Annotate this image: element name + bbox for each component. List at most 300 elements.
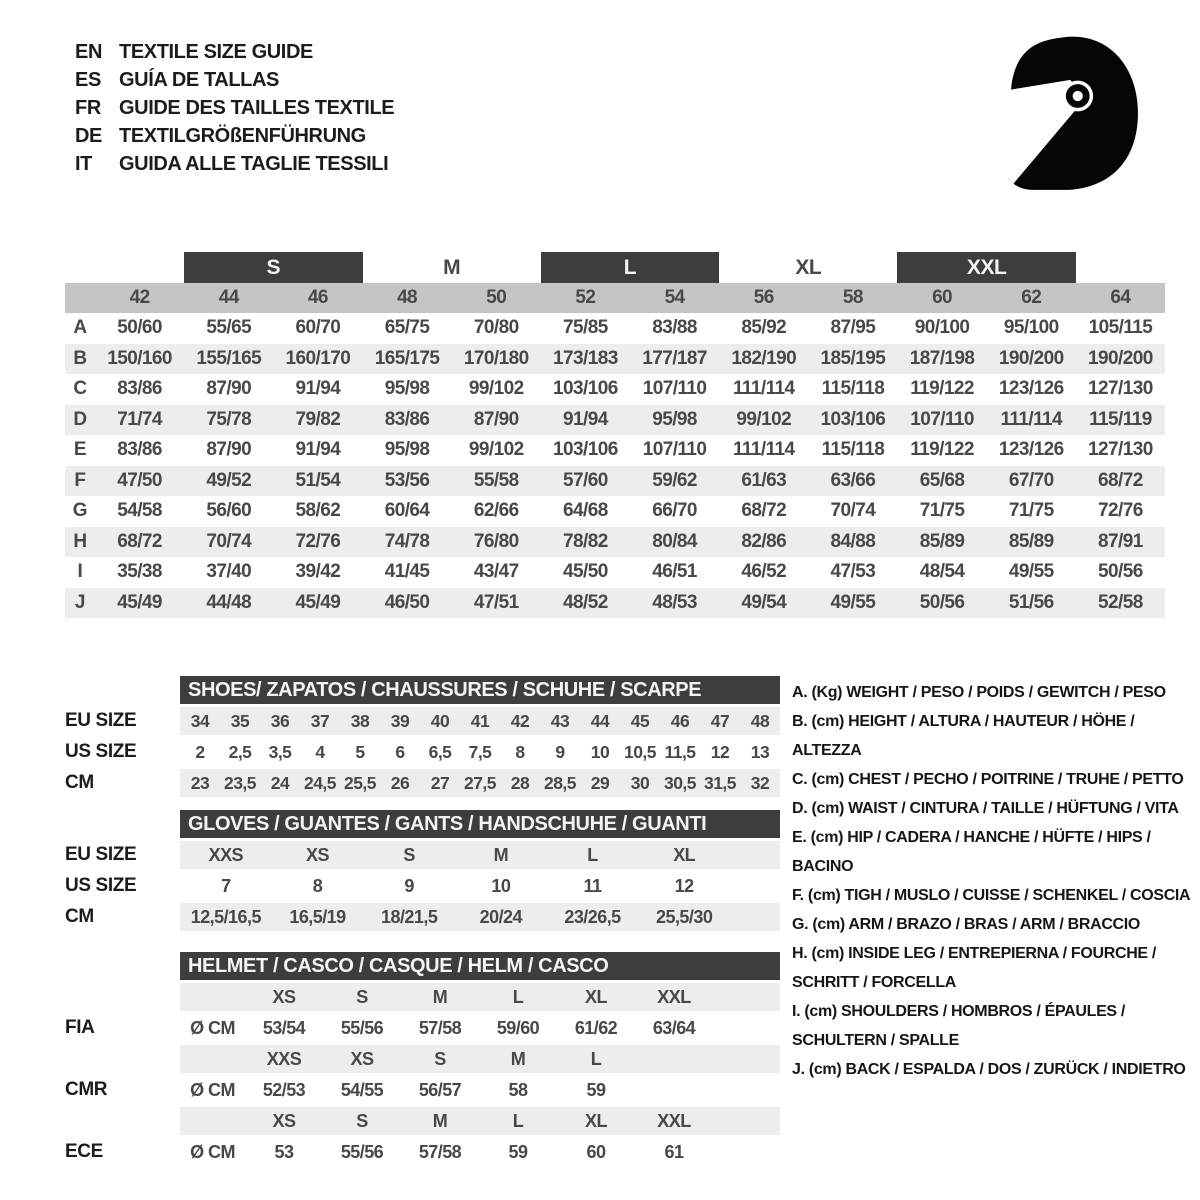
language-label: GUÍA DE TALLAS	[119, 69, 279, 91]
helmet-value-row-fia	[65, 1014, 780, 1042]
measure-cell: 87/90	[473, 408, 519, 430]
helmet-title-bar: HELMET / CASCO / CASQUE / HELM / CASCO	[180, 952, 780, 980]
measure-cell: 123/126	[998, 439, 1064, 461]
language-row-it	[75, 150, 394, 178]
numeric-size-52: 52	[575, 287, 596, 308]
size-group-l: L	[541, 252, 719, 283]
numeric-size-row	[65, 283, 1165, 313]
shoes-eu-cell: 46	[670, 710, 690, 731]
measure-cell: 91/94	[295, 378, 341, 400]
measure-cell: 65/68	[919, 469, 965, 491]
measure-cell: 85/92	[741, 317, 787, 339]
measure-cell: 68/72	[117, 530, 162, 552]
shoes-eu-cell: 44	[590, 710, 610, 731]
helmet-size-cell: XL	[585, 986, 607, 1007]
language-label: GUIDE DES TAILLES TEXTILE	[119, 97, 395, 119]
measure-cell: 66/70	[652, 500, 697, 522]
language-title-list	[75, 38, 394, 178]
measure-cell: 111/114	[1000, 408, 1063, 430]
measure-cell: 177/187	[642, 347, 707, 369]
measure-cell: 67/70	[1008, 469, 1054, 491]
shoes-us-label: US SIZE	[65, 741, 137, 762]
gloves-title-bar: GLOVES / GUANTES / GANTS / HANDSCHUHE / GUANTI	[180, 810, 780, 838]
shoes-eu-cell: 48	[750, 710, 770, 731]
shoes-cm-cell: 32	[750, 772, 770, 793]
measure-cell: 58/62	[295, 500, 341, 522]
shoes-cm-cell: 25,5	[344, 772, 376, 793]
shoes-eu-cell: 34	[190, 710, 210, 731]
helmet-value-cell: 60	[586, 1141, 606, 1162]
measure-cell: 91/94	[295, 439, 341, 461]
helmet-value-cell: 61	[664, 1141, 684, 1162]
measure-cell: 71/74	[117, 408, 162, 430]
measure-cell: 49/55	[1008, 561, 1054, 583]
shoes-cm-row	[65, 769, 780, 797]
gloves-us-cell: 8	[312, 875, 323, 896]
shoes-eu-band	[180, 707, 780, 735]
gloves-eu-cell: S	[403, 844, 415, 865]
language-code: DE	[75, 125, 102, 147]
measure-row-a	[65, 313, 1165, 344]
helmet-size-cell: S	[356, 986, 368, 1007]
gloves-eu-band	[180, 841, 780, 869]
helmet-size-spacer	[65, 1107, 180, 1135]
helmet-size-cell: L	[590, 1048, 602, 1069]
helmet-value-cell: 59	[586, 1079, 606, 1100]
measure-cell: 76/80	[473, 530, 519, 552]
helmet-size-cell: L	[512, 1110, 524, 1131]
measure-cell: 107/110	[642, 378, 707, 400]
measure-cell: 68/72	[1098, 469, 1143, 491]
shoes-rows	[65, 707, 780, 797]
legend-item-h: H. (cm) INSIDE LEG / ENTREPIERNA / FOURCHE / SCHRITT / FORCELLA	[792, 945, 1157, 991]
measure-row-e	[65, 435, 1165, 466]
helmet-size-row-fia	[65, 983, 780, 1011]
numeric-size-54: 54	[664, 287, 685, 308]
size-group-m: M	[443, 256, 461, 279]
gloves-us-cell: 9	[404, 875, 414, 896]
measure-row-j	[65, 588, 1165, 619]
measure-cell: 41/45	[384, 561, 430, 583]
shoes-cm-cell: 30,5	[664, 772, 696, 793]
shoes-us-cell: 5	[355, 741, 365, 762]
gloves-cm-band	[180, 903, 780, 931]
measure-cell: 48/54	[919, 561, 965, 583]
helmet-size-cell: XS	[272, 1110, 296, 1131]
measure-cell: 46/52	[741, 561, 787, 583]
shoes-eu-cell: 42	[510, 710, 530, 731]
helmet-size-band	[180, 983, 780, 1011]
shoes-eu-cell: 45	[630, 710, 650, 731]
measure-cell: 75/78	[206, 408, 252, 430]
measure-cell: 60/70	[295, 317, 341, 339]
helmet-size-spacer	[65, 983, 180, 1011]
gloves-cm-label: CM	[65, 906, 94, 927]
measure-cell: 87/95	[830, 317, 876, 339]
language-code: ES	[75, 69, 101, 91]
measure-cell: 70/74	[206, 530, 252, 552]
main-rows	[65, 313, 1165, 618]
shoes-us-cell: 2,5	[228, 741, 252, 762]
measure-cell: 49/54	[741, 591, 787, 613]
gloves-table	[65, 810, 780, 931]
language-label: GUIDA ALLE TAGLIE TESSILI	[119, 153, 389, 175]
helmet-value-cell: 53/54	[262, 1017, 306, 1038]
measure-cell: 115/118	[821, 439, 885, 461]
measure-cell: 160/170	[285, 347, 351, 369]
language-row-fr	[75, 94, 394, 122]
measure-cell: 68/72	[741, 500, 787, 522]
measure-cell: 51/54	[295, 469, 341, 491]
measure-cell: 83/86	[117, 439, 162, 461]
measure-cell: 91/94	[563, 408, 608, 430]
measure-cell: 173/183	[553, 347, 618, 369]
measure-cell: 62/66	[473, 500, 519, 522]
helmet-size-cell: M	[432, 1110, 448, 1131]
measure-cell: 65/75	[384, 317, 430, 339]
helmet-value-cell: 55/56	[340, 1141, 384, 1162]
measure-cell: 103/106	[553, 439, 618, 461]
numeric-size-44: 44	[218, 287, 239, 308]
measure-cell: 63/66	[830, 469, 876, 491]
numeric-size-42: 42	[129, 287, 150, 308]
measure-row-c	[65, 374, 1165, 405]
helmet-size-cell: XXS	[266, 1048, 302, 1069]
gloves-rows	[65, 841, 780, 931]
shoes-us-cell: 13	[750, 741, 770, 762]
measure-cell: 45/49	[295, 591, 341, 613]
standard-label-cmr: CMR	[65, 1079, 108, 1100]
shoes-cm-cell: 27	[430, 772, 450, 793]
measure-cell: 72/76	[1098, 500, 1143, 522]
gloves-us-band	[180, 872, 780, 900]
measure-cell: 155/165	[196, 347, 262, 369]
measure-cell: 115/119	[1089, 408, 1152, 430]
measure-cell: 95/98	[384, 378, 430, 400]
measure-row-d	[65, 405, 1165, 436]
legend-item-c: C. (cm) CHEST / PECHO / POITRINE / TRUHE / PETTO	[792, 771, 1184, 788]
shoes-title-bar: SHOES/ ZAPATOS / CHAUSSURES / SCHUHE / SCARPE	[180, 676, 780, 704]
measure-cell: 95/98	[652, 408, 697, 430]
measure-cell: 50/60	[117, 317, 162, 339]
measure-cell: 83/86	[384, 408, 430, 430]
measure-cell: 45/50	[563, 561, 608, 583]
shoes-eu-label: EU SIZE	[65, 710, 137, 731]
measure-cell: 83/88	[652, 317, 697, 339]
shoes-cm-cell: 24	[270, 772, 290, 793]
measure-cell: 111/114	[732, 378, 795, 400]
measure-cell: 103/106	[553, 378, 618, 400]
shoes-us-cell: 10	[590, 741, 610, 762]
row-letter: J	[74, 591, 86, 613]
helmet-icon	[975, 30, 1157, 206]
measure-cell: 185/195	[820, 347, 886, 369]
shoes-us-cell: 7,5	[468, 741, 492, 762]
size-group-row	[65, 252, 1165, 283]
language-row-en	[75, 38, 394, 66]
gloves-us-cell: 11	[583, 875, 602, 896]
shoes-eu-cell: 35	[230, 710, 250, 731]
gloves-eu-row	[65, 841, 780, 869]
row-letter: F	[74, 469, 86, 491]
legend-item-b: B. (cm) HEIGHT / ALTURA / HAUTEUR / HÖHE / ALTEZZA	[792, 713, 1135, 759]
measure-cell: 150/160	[107, 347, 172, 369]
shoes-cm-cell: 30	[630, 772, 650, 793]
numeric-size-64: 64	[1110, 287, 1131, 308]
measure-cell: 56/60	[206, 500, 252, 522]
gloves-cm-cell: 25,5/30	[656, 906, 713, 927]
helmet-size-spacer	[65, 1045, 180, 1073]
legend-item-a: A. (Kg) WEIGHT / PESO / POIDS / GEWITCH / PESO	[792, 684, 1166, 701]
helmet-size-cell: XXL	[657, 986, 691, 1007]
language-code: FR	[75, 97, 101, 119]
gloves-title-row	[65, 810, 780, 838]
measure-row-b	[65, 344, 1165, 375]
measure-cell: 72/76	[295, 530, 341, 552]
numeric-size-62: 62	[1021, 287, 1042, 308]
shoes-cm-cell: 28,5	[544, 772, 576, 793]
measure-cell: 49/52	[206, 469, 252, 491]
size-group-s: S	[184, 252, 362, 283]
measure-cell: 47/50	[117, 469, 162, 491]
legend-item-i: I. (cm) SHOULDERS / HOMBROS / ÉPAULES / SCHULTERN / SPALLE	[792, 1003, 1126, 1049]
helmet-value-cell: 57/58	[418, 1017, 462, 1038]
measure-cell: 55/65	[206, 317, 252, 339]
helmet-value-cell: 52/53	[262, 1079, 306, 1100]
shoes-us-cell: 4	[315, 741, 325, 762]
shoes-eu-cell: 43	[550, 710, 570, 731]
measure-cell: 47/51	[473, 591, 519, 613]
measure-cell: 95/100	[1003, 317, 1059, 339]
helmet-value-cell: 58	[508, 1079, 528, 1100]
measure-cell: 82/86	[741, 530, 787, 552]
helmet-value-cell: 55/56	[340, 1017, 384, 1038]
helmet-value-band	[180, 1076, 780, 1104]
measure-row-h	[65, 527, 1165, 558]
measure-cell: 43/47	[473, 561, 519, 583]
measure-cell: 190/200	[998, 347, 1064, 369]
legend-item-e: E. (cm) HIP / CADERA / HANCHE / HÜFTE / HIPS / BACINO	[792, 829, 1151, 875]
row-letter: D	[73, 408, 87, 430]
measure-cell: 127/130	[1088, 439, 1153, 461]
measure-row-f	[65, 466, 1165, 497]
measure-cell: 54/58	[117, 500, 162, 522]
shoes-us-row	[65, 738, 780, 766]
shoes-title-spacer	[65, 676, 180, 704]
gloves-cm-cell: 18/21,5	[381, 906, 438, 927]
measure-cell: 84/88	[830, 530, 876, 552]
language-label: TEXTILGRÖßENFÜHRUNG	[119, 125, 366, 147]
row-letter: G	[72, 500, 88, 522]
measure-cell: 39/42	[295, 561, 341, 583]
shoes-us-cell: 12	[710, 741, 730, 762]
diameter-label: Ø CM	[190, 1079, 235, 1100]
gloves-us-label: US SIZE	[65, 875, 137, 896]
shoes-cm-band	[180, 769, 780, 797]
gloves-eu-cell: XS	[306, 844, 329, 865]
helmet-value-cell: 54/55	[340, 1079, 384, 1100]
measure-cell: 99/102	[468, 439, 524, 461]
measure-cell: 119/122	[910, 378, 974, 400]
shoes-cm-cell: 29	[590, 772, 610, 793]
legend-item-j: J. (cm) BACK / ESPALDA / DOS / ZURÜCK / INDIETRO	[792, 1061, 1186, 1078]
helmet-size-row-ece	[65, 1107, 780, 1135]
shoes-us-cell: 9	[555, 741, 565, 762]
measure-cell: 99/102	[736, 408, 792, 430]
shoes-eu-cell: 47	[710, 710, 730, 731]
gloves-eu-label: EU SIZE	[65, 844, 137, 865]
measure-cell: 46/50	[384, 591, 430, 613]
helmet-size-cell: M	[432, 986, 448, 1007]
measure-cell: 190/200	[1088, 347, 1153, 369]
standard-label-ece: ECE	[65, 1141, 103, 1162]
measurement-legend	[792, 678, 1196, 1084]
shoes-eu-cell: 41	[470, 710, 490, 731]
bottom-tables	[65, 676, 780, 1169]
measure-cell: 99/102	[468, 378, 524, 400]
gloves-cm-cell: 20/24	[479, 906, 522, 927]
helmet-value-cell: 63/64	[652, 1017, 696, 1038]
shoes-us-cell: 10,5	[624, 741, 656, 762]
helmet-value-band	[180, 1014, 780, 1042]
row-letter: B	[73, 347, 87, 369]
measure-cell: 64/68	[563, 500, 608, 522]
row-letter: E	[73, 439, 87, 461]
language-row-es	[75, 66, 394, 94]
row-letter: H	[73, 530, 87, 552]
gloves-us-cell: 12	[674, 875, 694, 896]
gloves-title-spacer	[65, 810, 180, 838]
measure-cell: 90/100	[914, 317, 970, 339]
measure-cell: 165/175	[374, 347, 440, 369]
row-letter: A	[73, 317, 87, 339]
measure-cell: 85/89	[919, 530, 965, 552]
shoes-cm-cell: 27,5	[464, 772, 496, 793]
measure-cell: 111/114	[732, 439, 795, 461]
helmet-value-cell: 61/62	[574, 1017, 618, 1038]
helmet-value-cell: 56/57	[418, 1079, 462, 1100]
measure-cell: 87/91	[1098, 530, 1143, 552]
size-group-xl: XL	[795, 256, 822, 279]
measure-row-g	[65, 496, 1165, 527]
measure-cell: 48/52	[563, 591, 608, 613]
measure-cell: 51/56	[1008, 591, 1054, 613]
measure-cell: 70/80	[473, 317, 519, 339]
helmet-size-band	[180, 1045, 780, 1073]
helmet-size-cell: S	[356, 1110, 368, 1131]
measure-cell: 45/49	[117, 591, 162, 613]
helmet-rows	[65, 983, 780, 1166]
diameter-label: Ø CM	[190, 1141, 235, 1162]
shoes-eu-cell: 36	[270, 710, 290, 731]
helmet-title-row	[65, 952, 780, 980]
shoes-table	[65, 676, 780, 797]
measure-cell: 107/110	[910, 408, 974, 430]
row-letter: C	[73, 378, 87, 400]
language-row-de	[75, 122, 394, 150]
helmet-size-cell: XS	[272, 986, 296, 1007]
gloves-eu-cell: XL	[673, 844, 696, 865]
gloves-us-cell: 10	[491, 875, 511, 896]
measure-cell: 87/90	[206, 378, 252, 400]
numeric-size-48: 48	[397, 287, 418, 308]
shoes-eu-cell: 37	[310, 710, 330, 731]
helmet-size-cell: XXL	[657, 1110, 691, 1131]
shoes-us-cell: 8	[515, 741, 525, 762]
measure-cell: 57/60	[563, 469, 608, 491]
measure-cell: 78/82	[563, 530, 608, 552]
gloves-cm-cell: 23/26,5	[564, 906, 621, 927]
shoes-cm-cell: 24,5	[304, 772, 336, 793]
gloves-eu-cell: M	[493, 844, 509, 865]
helmet-size-row-cmr	[65, 1045, 780, 1073]
numeric-size-58: 58	[842, 287, 863, 308]
measure-cell: 50/56	[1098, 561, 1143, 583]
measure-cell: 35/38	[117, 561, 162, 583]
measure-cell: 61/63	[741, 469, 787, 491]
shoes-cm-cell: 23	[190, 772, 210, 793]
measure-cell: 119/122	[910, 439, 974, 461]
measure-cell: 79/82	[295, 408, 341, 430]
helmet-size-cell: XL	[585, 1110, 607, 1131]
shoes-eu-cell: 38	[350, 710, 370, 731]
measure-cell: 103/106	[820, 408, 886, 430]
measure-cell: 71/75	[1008, 500, 1054, 522]
legend-item-f: F. (cm) TIGH / MUSLO / CUISSE / SCHENKEL / COSCIA	[792, 887, 1191, 904]
measure-cell: 170/180	[463, 347, 529, 369]
measure-cell: 48/53	[652, 591, 697, 613]
measure-cell: 44/48	[206, 591, 252, 613]
shoes-us-cell: 6	[395, 741, 405, 762]
measure-cell: 105/115	[1088, 317, 1153, 339]
gloves-cm-cell: 12,5/16,5	[190, 906, 261, 927]
helmet-value-band	[180, 1138, 780, 1166]
numeric-size-56: 56	[753, 287, 774, 308]
helmet-value-cell: 53	[274, 1141, 294, 1162]
measure-cell: 47/53	[830, 561, 876, 583]
legend-item-g: G. (cm) ARM / BRAZO / BRAS / ARM / BRACCIO	[792, 916, 1141, 933]
measure-cell: 182/190	[731, 347, 797, 369]
shoes-cm-cell: 26	[390, 772, 410, 793]
shoes-cm-cell: 23,5	[224, 772, 256, 793]
measure-cell: 49/55	[830, 591, 876, 613]
measure-cell: 127/130	[1088, 378, 1153, 400]
measure-cell: 59/62	[652, 469, 697, 491]
measure-cell: 55/58	[473, 469, 519, 491]
measure-cell: 123/126	[998, 378, 1064, 400]
measure-cell: 71/75	[919, 500, 965, 522]
helmet-size-cell: XS	[350, 1048, 374, 1069]
shoes-title-row	[65, 676, 780, 704]
shoes-us-cell: 3,5	[268, 741, 292, 762]
measure-cell: 83/86	[117, 378, 162, 400]
shoes-cm-label: CM	[65, 772, 94, 793]
helmet-value-cell: 59	[508, 1141, 528, 1162]
main-size-table	[65, 252, 1165, 618]
gloves-us-row	[65, 872, 780, 900]
helmet-value-cell: 57/58	[418, 1141, 462, 1162]
helmet-size-cell: S	[434, 1048, 446, 1069]
shoes-eu-cell: 40	[430, 710, 450, 731]
shoes-eu-cell: 39	[390, 710, 410, 731]
helmet-value-cell: 59/60	[496, 1017, 540, 1038]
language-code: IT	[75, 153, 92, 175]
measure-cell: 46/51	[652, 561, 697, 583]
measure-cell: 187/198	[909, 347, 975, 369]
helmet-table	[65, 952, 780, 1166]
measure-cell: 115/118	[821, 378, 885, 400]
shoes-us-band	[180, 738, 780, 766]
